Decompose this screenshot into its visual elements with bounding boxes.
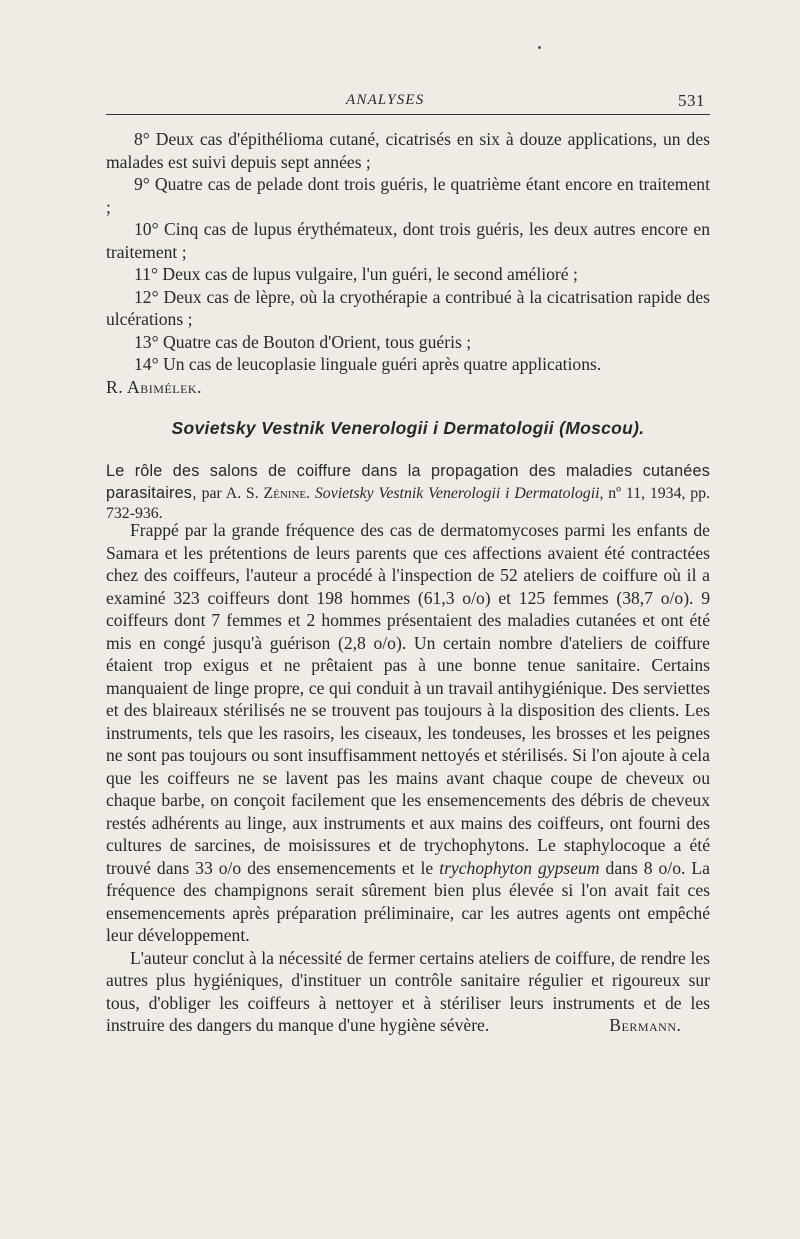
paragraph-text: dans 8 o/o. La fréquence des champignons serait sûrement bien plus élevée si l'on avait fait ces ensemencements après préparation préliminaire, car les autres agents ont empêché leur développement. [106,857,710,945]
article-source: Sovietsky Vestnik Venerologii i Dermatologii, [314,484,604,502]
list-item: 8° Deux cas d'épithélioma cutané, cicatrisés en six à douze applications, un des malades est suivi depuis sept années ; [106,129,710,172]
article-title: Le rôle des salons de coiffure dans la propagation des maladies cutanées parasitaires, [106,462,710,502]
paragraph-text: Frappé par la grande fréquence des cas de dermatomycoses parmi les enfants de Samara et les prétentions de leurs parents que ces affections avaient été contractées chez des coiffeurs, l'auteur a procédé à l'inspection de 52 ateliers de coiffure où il a examiné 323 coiffeurs dont 198 hommes (61,3 o/o) et 125 femmes (38,7 o/o). 9 coiffeurs dont 7 femmes et 2 hommes présentaient des maladies cutanées et ont été mis en congé jusqu'à guérison (2,8 o/o). Un certain nombre d'ateliers de coiffure étaient trop exigus et ne prêtaient pas à une bonne tenue sanitaire. Certains manquaient de linge propre, ce qui conduit à un travail antihygiénique. Des serviettes et des blaireaux stérilisés ne se trouvent pas toujours à la disposition des clients. Les instruments, tels que les rasoirs, les ciseaux, les tondeuses, les brosses et les peignes ne sont pas toujours ou sont insuffisamment nettoyés et stérilisés. Si l'on ajoute à cela que les coiffeurs ne se lavent pas les mains avant chaque coupe de cheveux ou chaque barbe, on conçoit facilement que les ensemencements des débris de cheveux restés adhérents au linge, aux instruments et aux mains des coiffeurs, ont fourni des cultures de sarcines, de moisissures et de trychophytons. Le staphylocoque a été trouvé dans 33 o/o des ensemencements et le [106,520,710,878]
ink-speck [538,46,541,49]
article-heading [106,461,710,525]
signature: Bermann. [609,1015,682,1035]
list-item: 10° Cinq cas de lupus érythémateux, dont trois guéris, les deux autres encore en traitement ; [106,219,710,262]
species-name: trychophyton gypseum [439,857,600,878]
paragraph [106,947,710,1037]
article-body [106,519,710,1037]
list-item: 9° Quatre cas de pelade dont trois guéris, le quatrième étant encore en traitement ; [106,174,710,217]
running-head: ANALYSES [346,92,425,108]
list-item: 14° Un cas de leucoplasie linguale guéri après quatre applications. [134,354,602,374]
article-author: Zénine. [263,484,311,502]
list-item: 11° Deux cas de lupus vulgaire, l'un guéri, le second amélioré ; [134,264,578,284]
paragraph [106,519,710,947]
case-list [106,128,710,398]
paragraph-text: L'auteur conclut à la nécessité de fermer certains ateliers de coiffure, de rendre les autres plus hygiéniques, d'instituer un contrôle sanitaire régulier et rigoureux sur tous, d'obliger les coiffeurs à nettoyer et à stériliser leurs instruments et de les instruire des dangers du manque d'une hygiène sévère. [106,947,710,1035]
list-item: 12° Deux cas de lèpre, où la cryothérapie a contribué à la cicatrisation rapide des ulcérations ; [106,286,710,329]
article-by: par A. S. [201,484,259,502]
journal-title: Sovietsky Vestnik Venerologii i Dermatologii (Moscou). [171,418,645,438]
list-item: 13° Quatre cas de Bouton d'Orient, tous guéris ; [134,331,472,352]
page-number: 531 [678,91,705,110]
signature: R. Abimélek. [106,376,202,397]
article-reference: nº 11, 1934, pp. 732-936. [106,484,710,522]
header-rule [106,114,710,115]
